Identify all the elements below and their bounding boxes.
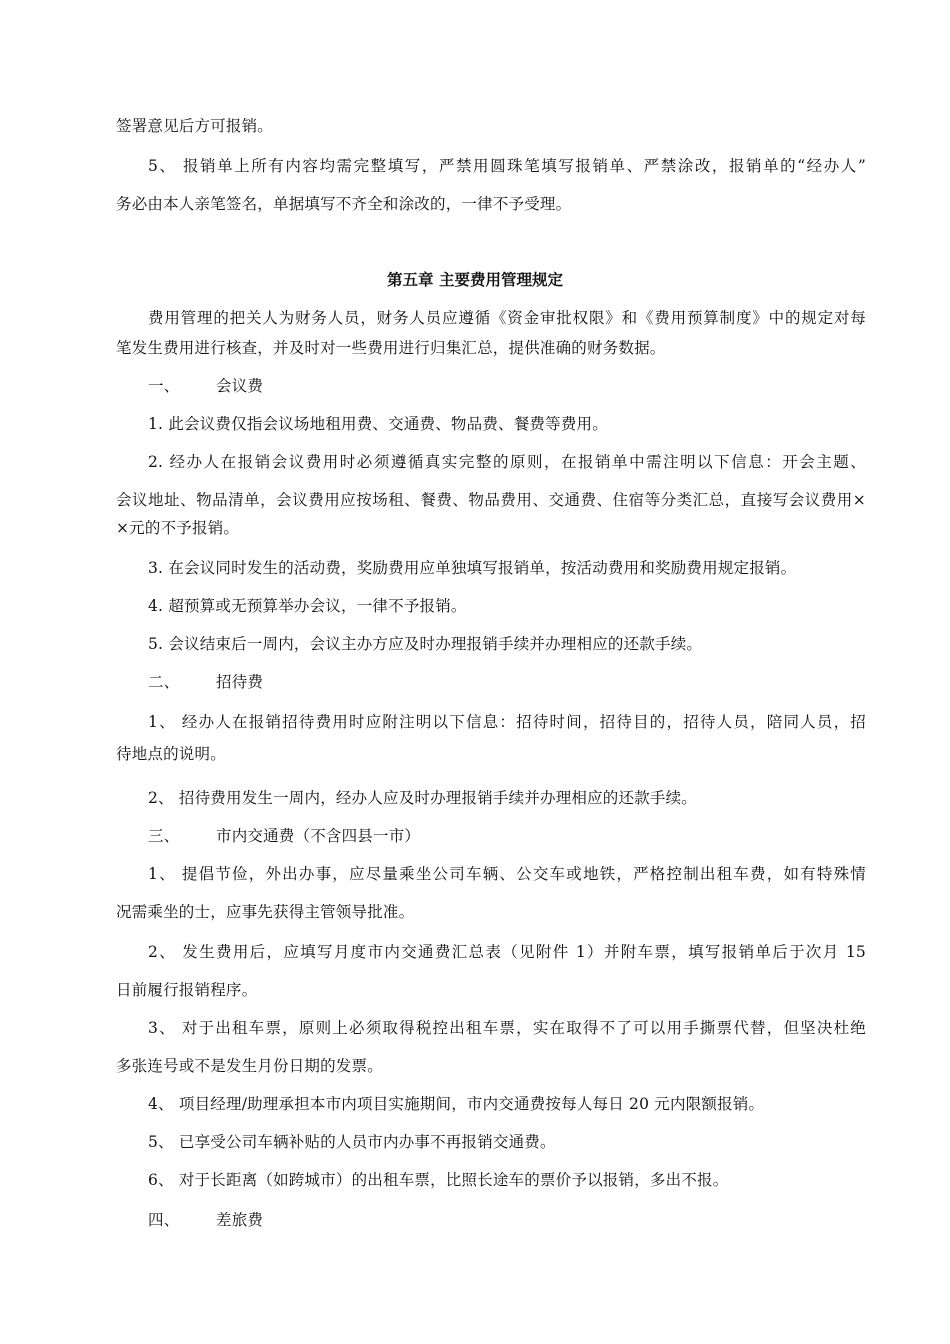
paragraph-line: ×元的不予报销。 <box>116 519 240 537</box>
section-title: 会议费 <box>216 377 264 395</box>
section-heading <box>148 376 898 396</box>
paragraph-line: 待地点的说明。 <box>116 745 226 763</box>
section-number: 二、 <box>148 673 180 691</box>
section-number: 四、 <box>148 1211 180 1229</box>
paragraph-line: 日前履行报销程序。 <box>116 981 258 999</box>
paragraph-line: 4. 超预算或无预算举办会议，一律不予报销。 <box>148 597 467 615</box>
paragraph-line: 5、 已享受公司车辆补贴的人员市内办事不再报销交通费。 <box>148 1133 556 1151</box>
paragraph-line: 5、 报销单上所有内容均需完整填写，严禁用圆珠笔填写报销单、严禁涂改，报销单的“经办人” <box>148 157 866 175</box>
paragraph-line: 1. 此会议费仅指会议场地租用费、交通费、物品费、餐费等费用。 <box>148 415 608 433</box>
paragraph-line: 费用管理的把关人为财务人员，财务人员应遵循《资金审批权限》和《费用预算制度》中的规定对每 <box>148 309 866 327</box>
paragraph-line: 1、 提倡节俭，外出办事，应尽量乘坐公司车辆、公交车或地铁，严格控制出租车费，如有特殊情 <box>148 865 866 883</box>
section-number: 一、 <box>148 377 180 395</box>
paragraph-line: 4、 项目经理/助理承担本市内项目实施期间，市内交通费按每人每日 20 元内限额报销。 <box>148 1095 765 1113</box>
paragraph-line: 会议地址、物品清单，会议费用应按场租、餐费、物品费用、交通费、住宿等分类汇总，直接写会议费用× <box>116 491 866 509</box>
paragraph-line: 多张连号或不是发生月份日期的发票。 <box>116 1057 383 1075</box>
section-number: 三、 <box>148 827 180 845</box>
section-title: 招待费 <box>216 673 264 691</box>
section-heading <box>148 1210 898 1230</box>
paragraph-line: 5. 会议结束后一周内，会议主办方应及时办理报销手续并办理相应的还款手续。 <box>148 635 703 653</box>
paragraph-line: 3、 对于出租车票，原则上必须取得税控出租车票，实在取得不了可以用手撕票代替，但坚决杜绝 <box>148 1019 866 1037</box>
paragraph-line: 3. 在会议同时发生的活动费，奖励费用应单独填写报销单，按活动费用和奖励费用规定报销。 <box>148 559 797 577</box>
section-heading <box>148 672 898 692</box>
paragraph-line: 况需乘坐的士，应事先获得主管领导批准。 <box>116 903 415 921</box>
paragraph-line: 签署意见后方可报销。 <box>116 117 274 135</box>
chapter-title: 第五章 主要费用管理规定 <box>387 271 563 289</box>
paragraph-line: 笔发生费用进行核查，并及时对一些费用进行归集汇总，提供准确的财务数据。 <box>116 339 666 357</box>
paragraph-line: 1、 经办人在报销招待费用时应附注明以下信息：招待时间，招待目的，招待人员，陪同人员，招 <box>148 713 866 731</box>
section-title: 差旅费 <box>216 1211 264 1229</box>
paragraph-line: 务必由本人亲笔签名，单据填写不齐全和涂改的，一律不予受理。 <box>116 195 572 213</box>
paragraph-line: 2. 经办人在报销会议费用时必须遵循真实完整的原则，在报销单中需注明以下信息：开会主题、 <box>148 453 866 471</box>
paragraph-line: 6、 对于长距离（如跨城市）的出租车票，比照长途车的票价予以报销，多出不报。 <box>148 1171 729 1189</box>
section-title: 市内交通费（不含四县一市） <box>216 827 421 845</box>
section-heading <box>148 826 898 846</box>
paragraph-line: 2、 发生费用后，应填写月度市内交通费汇总表（见附件 1）并附车票，填写报销单后于次月 15 <box>148 943 866 961</box>
paragraph-line: 2、 招待费用发生一周内，经办人应及时办理报销手续并办理相应的还款手续。 <box>148 789 697 807</box>
